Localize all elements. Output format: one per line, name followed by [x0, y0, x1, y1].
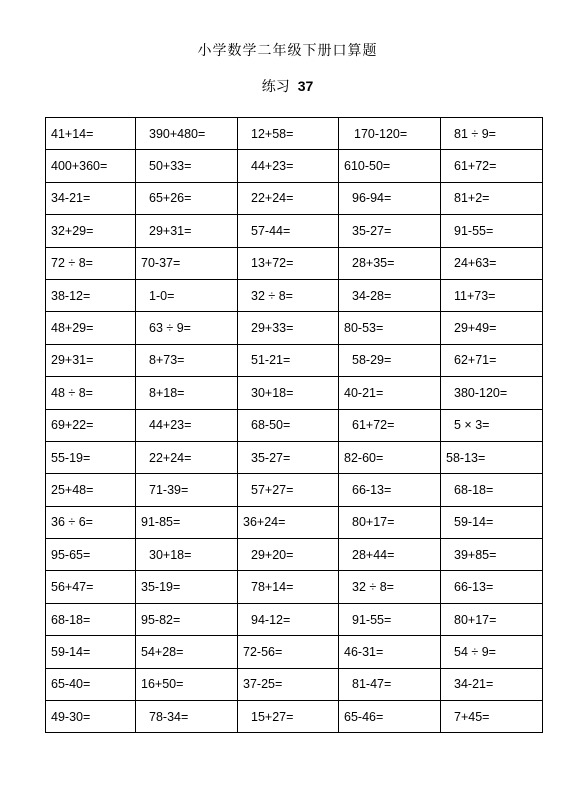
problem-row — [46, 701, 543, 733]
problem-cell: 48+29= — [46, 312, 136, 344]
problem-cell: 34-21= — [441, 668, 543, 700]
problem-cell: 36 ÷ 6= — [46, 506, 136, 538]
problem-row — [46, 441, 543, 473]
problem-cell: 68-18= — [441, 474, 543, 506]
problem-cell: 66-13= — [441, 571, 543, 603]
problem-cell: 170-120= — [339, 118, 441, 150]
problem-cell: 28+44= — [339, 539, 441, 571]
problem-cell: 48 ÷ 8= — [46, 377, 136, 409]
problem-cell: 380-120= — [441, 377, 543, 409]
problem-cell: 11+73= — [441, 279, 543, 311]
problem-row — [46, 571, 543, 603]
problem-cell: 81 ÷ 9= — [441, 118, 543, 150]
problem-cell: 28+35= — [339, 247, 441, 279]
problem-cell: 46-31= — [339, 636, 441, 668]
problem-cell: 65-46= — [339, 701, 441, 733]
problem-cell: 78+14= — [238, 571, 339, 603]
problem-cell: 44+23= — [238, 150, 339, 182]
problem-cell: 95-82= — [136, 603, 238, 635]
problem-row — [46, 668, 543, 700]
exercise-number: 37 — [297, 78, 314, 94]
problem-cell: 34-28= — [339, 279, 441, 311]
problem-cell: 95-65= — [46, 539, 136, 571]
problem-cell: 39+85= — [441, 539, 543, 571]
problem-cell: 41+14= — [46, 118, 136, 150]
problem-cell: 32+29= — [46, 215, 136, 247]
problem-cell: 94-12= — [238, 603, 339, 635]
problem-cell: 36+24= — [238, 506, 339, 538]
problem-cell: 68-18= — [46, 603, 136, 635]
problem-cell: 1-0= — [136, 279, 238, 311]
problem-cell: 22+24= — [238, 182, 339, 214]
problem-cell: 400+360= — [46, 150, 136, 182]
problem-cell: 38-12= — [46, 279, 136, 311]
problem-cell: 81+2= — [441, 182, 543, 214]
problem-cell: 22+24= — [136, 441, 238, 473]
problem-cell: 54 ÷ 9= — [441, 636, 543, 668]
problem-cell: 13+72= — [238, 247, 339, 279]
problem-cell: 34-21= — [46, 182, 136, 214]
problem-cell: 78-34= — [136, 701, 238, 733]
problem-row — [46, 506, 543, 538]
problem-cell: 72 ÷ 8= — [46, 247, 136, 279]
problem-cell: 96-94= — [339, 182, 441, 214]
problem-cell: 81-47= — [339, 668, 441, 700]
problem-cell: 29+33= — [238, 312, 339, 344]
problem-row — [46, 247, 543, 279]
problem-row — [46, 377, 543, 409]
problem-cell: 29+49= — [441, 312, 543, 344]
problem-cell: 30+18= — [136, 539, 238, 571]
problem-grid — [45, 117, 543, 733]
problem-row — [46, 603, 543, 635]
problem-cell: 56+47= — [46, 571, 136, 603]
problem-cell: 29+31= — [46, 344, 136, 376]
problem-cell: 61+72= — [441, 150, 543, 182]
problem-cell: 80+17= — [441, 603, 543, 635]
problem-cell: 69+22= — [46, 409, 136, 441]
problem-cell: 15+27= — [238, 701, 339, 733]
problem-cell: 25+48= — [46, 474, 136, 506]
problem-cell: 80-53= — [339, 312, 441, 344]
problem-cell: 32 ÷ 8= — [238, 279, 339, 311]
problem-cell: 61+72= — [339, 409, 441, 441]
problem-row — [46, 118, 543, 150]
problem-cell: 58-13= — [441, 441, 543, 473]
problem-row — [46, 312, 543, 344]
problem-cell: 59-14= — [441, 506, 543, 538]
problem-cell: 91-85= — [136, 506, 238, 538]
problem-cell: 80+17= — [339, 506, 441, 538]
problem-cell: 8+73= — [136, 344, 238, 376]
problem-cell: 610-50= — [339, 150, 441, 182]
problem-cell: 62+71= — [441, 344, 543, 376]
problem-cell: 57-44= — [238, 215, 339, 247]
problem-cell: 66-13= — [339, 474, 441, 506]
problem-cell: 35-27= — [238, 441, 339, 473]
problem-cell: 7+45= — [441, 701, 543, 733]
problem-cell: 54+28= — [136, 636, 238, 668]
problem-row — [46, 150, 543, 182]
problem-cell: 91-55= — [441, 215, 543, 247]
problem-cell: 40-21= — [339, 377, 441, 409]
problem-cell: 50+33= — [136, 150, 238, 182]
problem-row — [46, 474, 543, 506]
problem-cell: 63 ÷ 9= — [136, 312, 238, 344]
problem-cell: 65+26= — [136, 182, 238, 214]
problem-cell: 390+480= — [136, 118, 238, 150]
problem-cell: 71-39= — [136, 474, 238, 506]
problem-cell: 91-55= — [339, 603, 441, 635]
problem-cell: 24+63= — [441, 247, 543, 279]
problem-cell: 8+18= — [136, 377, 238, 409]
problem-cell: 57+27= — [238, 474, 339, 506]
problem-cell: 49-30= — [46, 701, 136, 733]
problem-row — [46, 182, 543, 214]
problem-cell: 32 ÷ 8= — [339, 571, 441, 603]
problem-row — [46, 344, 543, 376]
problem-cell: 82-60= — [339, 441, 441, 473]
problem-cell: 70-37= — [136, 247, 238, 279]
problem-cell: 68-50= — [238, 409, 339, 441]
problem-cell: 59-14= — [46, 636, 136, 668]
problem-cell: 29+31= — [136, 215, 238, 247]
problem-row — [46, 539, 543, 571]
problem-cell: 55-19= — [46, 441, 136, 473]
problem-row — [46, 215, 543, 247]
page-title: 小学数学二年级下册口算题 — [197, 43, 378, 59]
problem-cell: 44+23= — [136, 409, 238, 441]
problem-cell: 29+20= — [238, 539, 339, 571]
exercise-label: 练习 — [261, 79, 290, 95]
problem-cell: 51-21= — [238, 344, 339, 376]
problem-cell: 65-40= — [46, 668, 136, 700]
problem-row — [46, 279, 543, 311]
problem-row — [46, 636, 543, 668]
problem-cell: 37-25= — [238, 668, 339, 700]
exercise-heading — [0, 76, 575, 96]
problem-cell: 72-56= — [238, 636, 339, 668]
problem-cell: 35-27= — [339, 215, 441, 247]
problem-cell: 5 × 3= — [441, 409, 543, 441]
problem-cell: 12+58= — [238, 118, 339, 150]
problem-cell: 35-19= — [136, 571, 238, 603]
problem-cell: 16+50= — [136, 668, 238, 700]
problem-cell: 58-29= — [339, 344, 441, 376]
problem-cell: 30+18= — [238, 377, 339, 409]
problem-row — [46, 409, 543, 441]
